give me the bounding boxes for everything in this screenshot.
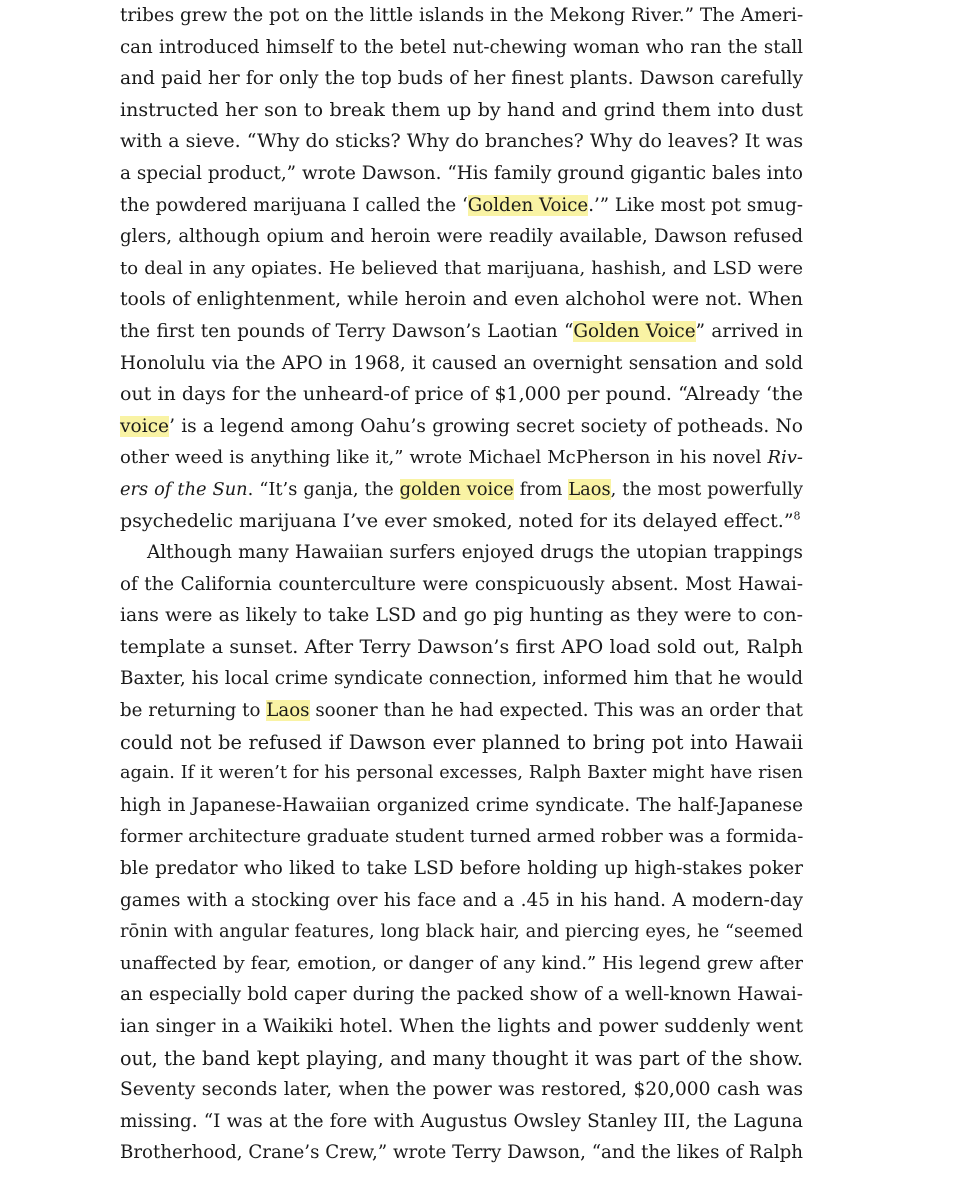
text-line: could not be refused if Dawson ever planned to bring pot into Hawaii [120, 730, 803, 754]
text-line [120, 506, 803, 538]
text-line: Seventy seconds later, when the power was restored, $20,000 cash was [120, 1079, 803, 1101]
book-title-italic: ers of the Sun [120, 478, 248, 500]
text-line: games with a stocking over his face and a .45 in his hand. A modern-day [120, 889, 803, 911]
text-line: Brotherhood, Crane’s Crew,” wrote Terry Dawson, “and the likes of Ralph [120, 1142, 803, 1164]
text-segment: from [513, 478, 569, 500]
text-line: out, the band kept playing, and many thought it was part of the show. [120, 1046, 803, 1070]
text-line: with a sieve. “Why do sticks? Why do branches? Why do leaves? It was [120, 130, 804, 153]
text-segment: psychedelic marijuana I’ve ever smoked, noted for its delayed effect.” [120, 509, 794, 532]
text-line: rōnin with angular features, long black hair, and piercing eyes, he “seemed [120, 921, 803, 943]
text-line: former architecture graduate student turned armed robber was a formida- [120, 826, 804, 848]
text-line [120, 474, 803, 506]
text-line: again. If it weren’t for his personal excesses, Ralph Baxter might have risen [120, 763, 803, 784]
highlight-golden-voice: golden voice [399, 478, 514, 500]
text-segment: be returning to [120, 700, 267, 722]
text-segment: the first ten pounds of Terry Dawson’s Laotian “ [120, 320, 574, 342]
text-segment: . “It’s ganja, the [247, 478, 400, 500]
book-page [120, 0, 803, 1169]
text-line [120, 442, 803, 474]
text-line [120, 411, 803, 443]
text-line: ian singer in a Waikiki hotel. When the lights and power suddenly went [120, 1016, 803, 1037]
book-title-italic: Riv- [767, 447, 803, 469]
text-line: an especially bold caper during the packed show of a well-known Hawai- [120, 984, 803, 1006]
text-line: tribes grew the pot on the little islands in the Mekong River.” The Ameri- [120, 5, 804, 26]
text-line: Although many Hawaiian surfers enjoyed drugs the utopian trappings [147, 542, 803, 564]
paragraph-2 [120, 537, 803, 1169]
text-line: of the California counterculture were conspicuously absent. Most Hawai- [120, 573, 803, 595]
text-line: missing. “I was at the fore with Augustus Owsley Stanley III, the Laguna [120, 1110, 803, 1132]
text-segment: , the most powerfully [610, 478, 804, 500]
text-segment: other weed is anything like it,” wrote Michael McPherson in his novel [120, 447, 768, 469]
highlight-golden-voice: Golden Voice [573, 320, 696, 342]
text-line: and paid her for only the top buds of her finest plants. Dawson carefully [120, 68, 803, 90]
text-line: instructed her son to break them up by hand and grind them into dust [120, 98, 803, 121]
highlight-golden-voice: Golden Voice [467, 194, 589, 216]
text-line: can introduced himself to the betel nut-chewing woman who ran the stall [120, 36, 803, 58]
text-line [120, 695, 803, 727]
text-line [120, 190, 803, 222]
text-segment: ” arrived in [695, 320, 803, 342]
text-line: tools of enlightenment, while heroin and even alchohol were not. When [120, 289, 803, 311]
footnote-marker: 8 [793, 509, 801, 523]
text-line: a special product,” wrote Dawson. “His family ground gigantic bales into [120, 162, 803, 184]
paragraph-1 [120, 0, 803, 537]
text-segment: ’ is a legend among Oahu’s growing secret society of potheads. No [169, 415, 803, 437]
text-line: Baxter, his local crime syndicate connection, informed him that he would [120, 668, 803, 690]
highlight-laos: Laos [568, 478, 611, 500]
text-line: Honolulu via the APO in 1968, it caused an overnight sensation and sold [120, 352, 803, 374]
text-line: glers, although opium and heroin were readily available, Dawson refused [120, 226, 803, 248]
text-line: ians were as likely to take LSD and go pig hunting as they were to con- [120, 605, 803, 627]
highlight-voice: voice [120, 415, 170, 437]
text-line: unaffected by fear, emotion, or danger of any kind.” His legend grew after [120, 952, 803, 974]
text-line [120, 316, 803, 348]
text-line: template a sunset. After Terry Dawson’s first APO load sold out, Ralph [120, 635, 803, 658]
text-segment: the powdered marijuana I called the ‘ [120, 194, 468, 216]
text-line: ble predator who liked to take LSD before holding up high-stakes poker [120, 858, 803, 880]
text-line: high in Japanese-Hawaiian organized crime syndicate. The half-Japanese [120, 794, 803, 816]
text-line: out in days for the unheard-of price of $1,000 per pound. “Already ‘the [120, 383, 803, 406]
text-segment: sooner than he had expected. This was an order that [309, 700, 803, 722]
text-line: to deal in any opiates. He believed that marijuana, hashish, and LSD were [120, 257, 803, 279]
highlight-laos: Laos [266, 700, 310, 722]
text-segment: .’” Like most pot smug- [588, 194, 803, 216]
